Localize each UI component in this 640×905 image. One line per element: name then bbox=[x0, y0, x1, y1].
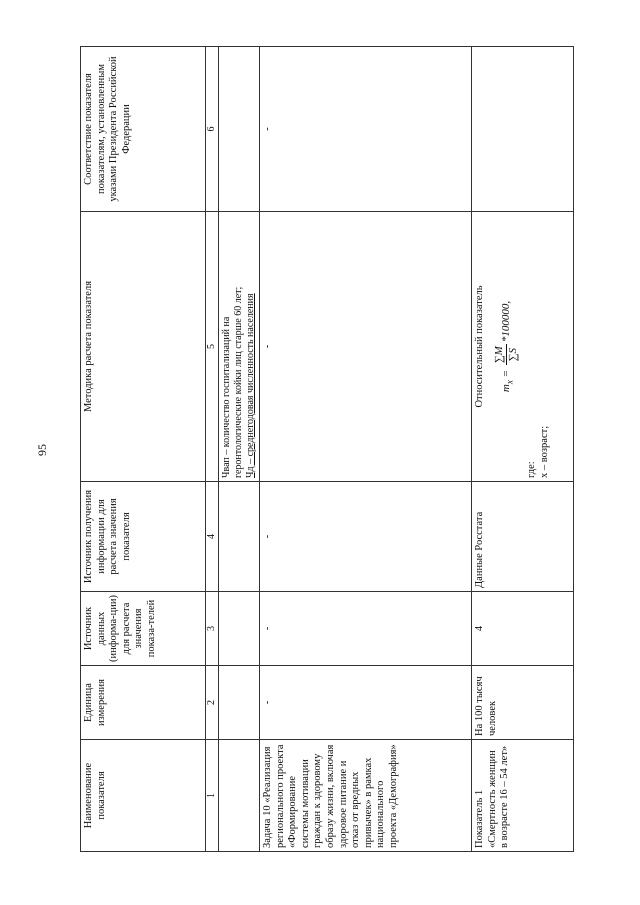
formula-lhs: m bbox=[499, 384, 512, 393]
cell-method-continuation bbox=[219, 212, 260, 482]
where-label: где: bbox=[525, 461, 537, 478]
indicators-table bbox=[80, 46, 574, 852]
column-number: 4 bbox=[206, 482, 219, 592]
column-number: 6 bbox=[206, 47, 219, 212]
formula-fraction bbox=[493, 344, 520, 365]
cell-indicator-name: Показатель 1 «Смертность женщин в возрасте 16 – 54 лет» bbox=[472, 740, 574, 852]
cell-indicator-unit: На 100 тысяч человек bbox=[472, 666, 574, 740]
formula-subscript: x bbox=[504, 380, 514, 385]
method-line: Чд – среднегодовая численность населения bbox=[245, 293, 256, 478]
page-number: 95 bbox=[35, 444, 49, 456]
formula-denominator: ∑S bbox=[506, 347, 519, 362]
table-row bbox=[219, 47, 260, 852]
cell-empty bbox=[219, 666, 260, 740]
where-x: x – возраст; bbox=[538, 425, 550, 478]
formula-numerator: ∑M bbox=[493, 344, 507, 365]
cell-task-method: - bbox=[260, 212, 472, 482]
column-number: 2 bbox=[206, 666, 219, 740]
cell-empty bbox=[219, 47, 260, 212]
cell-task-unit: - bbox=[260, 666, 472, 740]
cell-task-name: Задача 10 «Реализация регионального проекта «Формирование системы мотивации граждан к здоровому образу жизни, включая здоровое питание и отказ от вредных привычек» в рамках национального проекта «Демография» bbox=[260, 740, 472, 852]
table-row bbox=[472, 47, 574, 852]
header-unit: Единица измерения bbox=[81, 666, 206, 740]
rotated-table-wrapper bbox=[80, 47, 574, 852]
cell-empty bbox=[219, 482, 260, 592]
cell-indicator-source-data: 4 bbox=[472, 592, 574, 666]
cell-task-source-data: - bbox=[260, 592, 472, 666]
cell-empty bbox=[219, 740, 260, 852]
cell-task-compliance: - bbox=[260, 47, 472, 212]
header-data-source: Источник данных (информа-ции) для расчета значения показа-телей bbox=[81, 592, 206, 666]
formula-multiplier: *100000, bbox=[499, 300, 512, 343]
column-number: 5 bbox=[206, 212, 219, 482]
cell-indicator-compliance bbox=[472, 47, 574, 212]
column-number: 1 bbox=[206, 740, 219, 852]
cell-empty bbox=[219, 592, 260, 666]
cell-task-source-info: - bbox=[260, 482, 472, 592]
cell-indicator-source-info: Данные Росстата bbox=[472, 482, 574, 592]
column-number: 3 bbox=[206, 592, 219, 666]
header-info-source: Источник получения информации для расчета значения показателя bbox=[81, 482, 206, 592]
header-indicator-name: Наименование показателя bbox=[81, 740, 206, 852]
method-line: Чвап – количество госпитализаций на bbox=[221, 316, 232, 478]
method-title: Относительный показатель bbox=[474, 285, 485, 408]
method-line: геронтологические койки лиц старше 60 лет; bbox=[233, 286, 244, 478]
cell-indicator-method bbox=[472, 212, 574, 482]
table-row bbox=[260, 47, 472, 852]
mortality-formula: $m_x$ = ∑M ∑S *100000, bbox=[492, 300, 519, 393]
header-method: Методика расчета показателя bbox=[81, 212, 206, 482]
header-compliance: Соответствие показателя показателям, установленным указами Президента Российской Федерации bbox=[81, 47, 206, 212]
